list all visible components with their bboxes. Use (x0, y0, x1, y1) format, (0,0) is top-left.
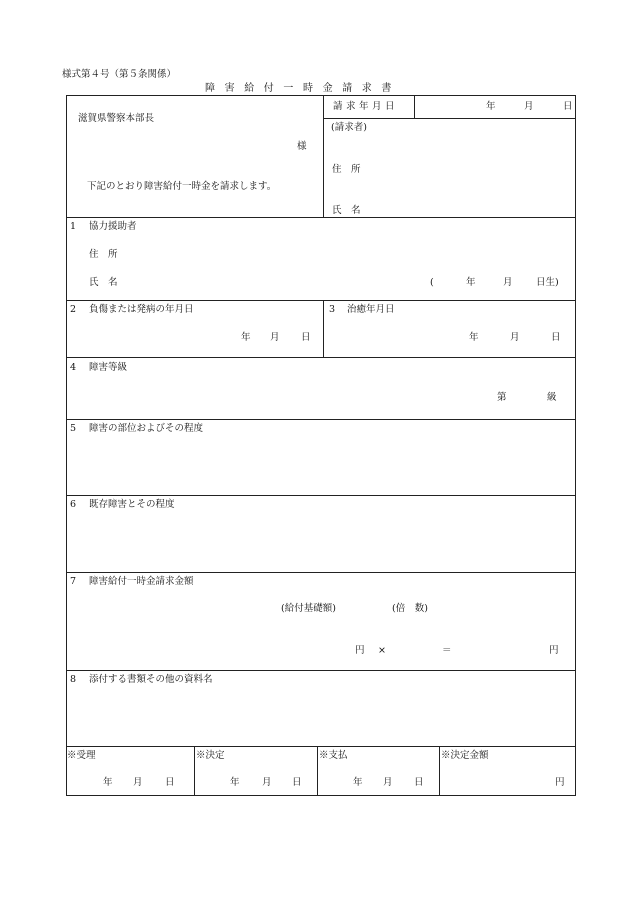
section-4-title: 障害等級 (89, 362, 128, 373)
form-title: 障害給付一時金請求書 (205, 83, 401, 94)
payment-month: 月 (383, 777, 393, 788)
section-2-title: 負傷または発病の年月日 (89, 304, 194, 315)
receipt-month: 月 (133, 777, 143, 788)
section-7-title: 障害給付一時金請求金額 (89, 576, 194, 587)
decided-amount-yen: 円 (555, 777, 565, 788)
injury-date-year: 年 (241, 332, 251, 343)
section-5-title: 障害の部位およびその程度 (89, 423, 204, 434)
grade-prefix: 第 (497, 392, 507, 403)
payment-year: 年 (353, 777, 363, 788)
cure-date-day: 日 (551, 332, 561, 343)
section-4-number: 4 (70, 362, 77, 373)
cure-date-year: 年 (469, 332, 479, 343)
section-7-number: 7 (70, 576, 77, 587)
birth-month: 月 (503, 277, 513, 288)
receipt-year: 年 (103, 777, 113, 788)
section-3-number: 3 (329, 304, 336, 315)
cure-date-month: 月 (510, 332, 520, 343)
request-date-year: 年 (486, 101, 496, 112)
times-sign: × (378, 645, 386, 656)
receipt-label: ※受理 (67, 750, 96, 761)
decision-label: ※決定 (196, 750, 225, 761)
form-number: 様式第４号（第５条関係） (62, 69, 177, 80)
section-3-title: 治癒年月日 (347, 304, 395, 315)
decision-day: 日 (292, 777, 302, 788)
request-date-day: 日 (563, 101, 573, 112)
decision-month: 月 (262, 777, 272, 788)
form-border (67, 96, 576, 796)
payment-day: 日 (414, 777, 424, 788)
requester-name-label: 氏 名 (332, 205, 361, 216)
base-amount-label: (給付基礎額) (281, 603, 336, 614)
section-6-title: 既存障害とその程度 (89, 499, 175, 510)
base-amount-yen: 円 (355, 645, 365, 656)
requester-address-label: 住 所 (332, 164, 361, 175)
equals-sign: ＝ (442, 645, 452, 656)
section-1-title: 協力援助者 (89, 221, 137, 232)
grade-suffix: 級 (547, 392, 557, 403)
decision-year: 年 (230, 777, 240, 788)
multiplier-label: (倍 数) (392, 603, 428, 614)
decided-amount-label: ※決定金額 (441, 750, 489, 761)
honorific: 様 (297, 141, 307, 152)
request-date-month: 月 (524, 101, 534, 112)
injury-date-month: 月 (270, 332, 280, 343)
section-5-number: 5 (70, 423, 77, 434)
helper-address-label: 住 所 (89, 249, 118, 260)
section-8-title: 添付する書類その他の資料名 (89, 674, 213, 685)
birth-open-paren: ( (430, 277, 434, 288)
request-date-label: 請求年月日 (333, 101, 399, 112)
birth-day: 日生) (536, 277, 559, 288)
receipt-day: 日 (165, 777, 175, 788)
section-8-number: 8 (70, 674, 77, 685)
birth-year: 年 (466, 277, 476, 288)
result-yen: 円 (549, 645, 559, 656)
payment-label: ※支払 (319, 750, 348, 761)
request-statement: 下記のとおり障害給付一時金を請求します。 (87, 181, 277, 192)
section-2-number: 2 (70, 304, 77, 315)
injury-date-day: 日 (301, 332, 311, 343)
section-6-number: 6 (70, 499, 77, 510)
helper-name-label: 氏 名 (89, 277, 118, 288)
recipient-address: 滋賀県警察本部長 (78, 113, 155, 124)
section-1-number: 1 (70, 221, 77, 232)
requester-label: (請求者) (331, 122, 367, 133)
